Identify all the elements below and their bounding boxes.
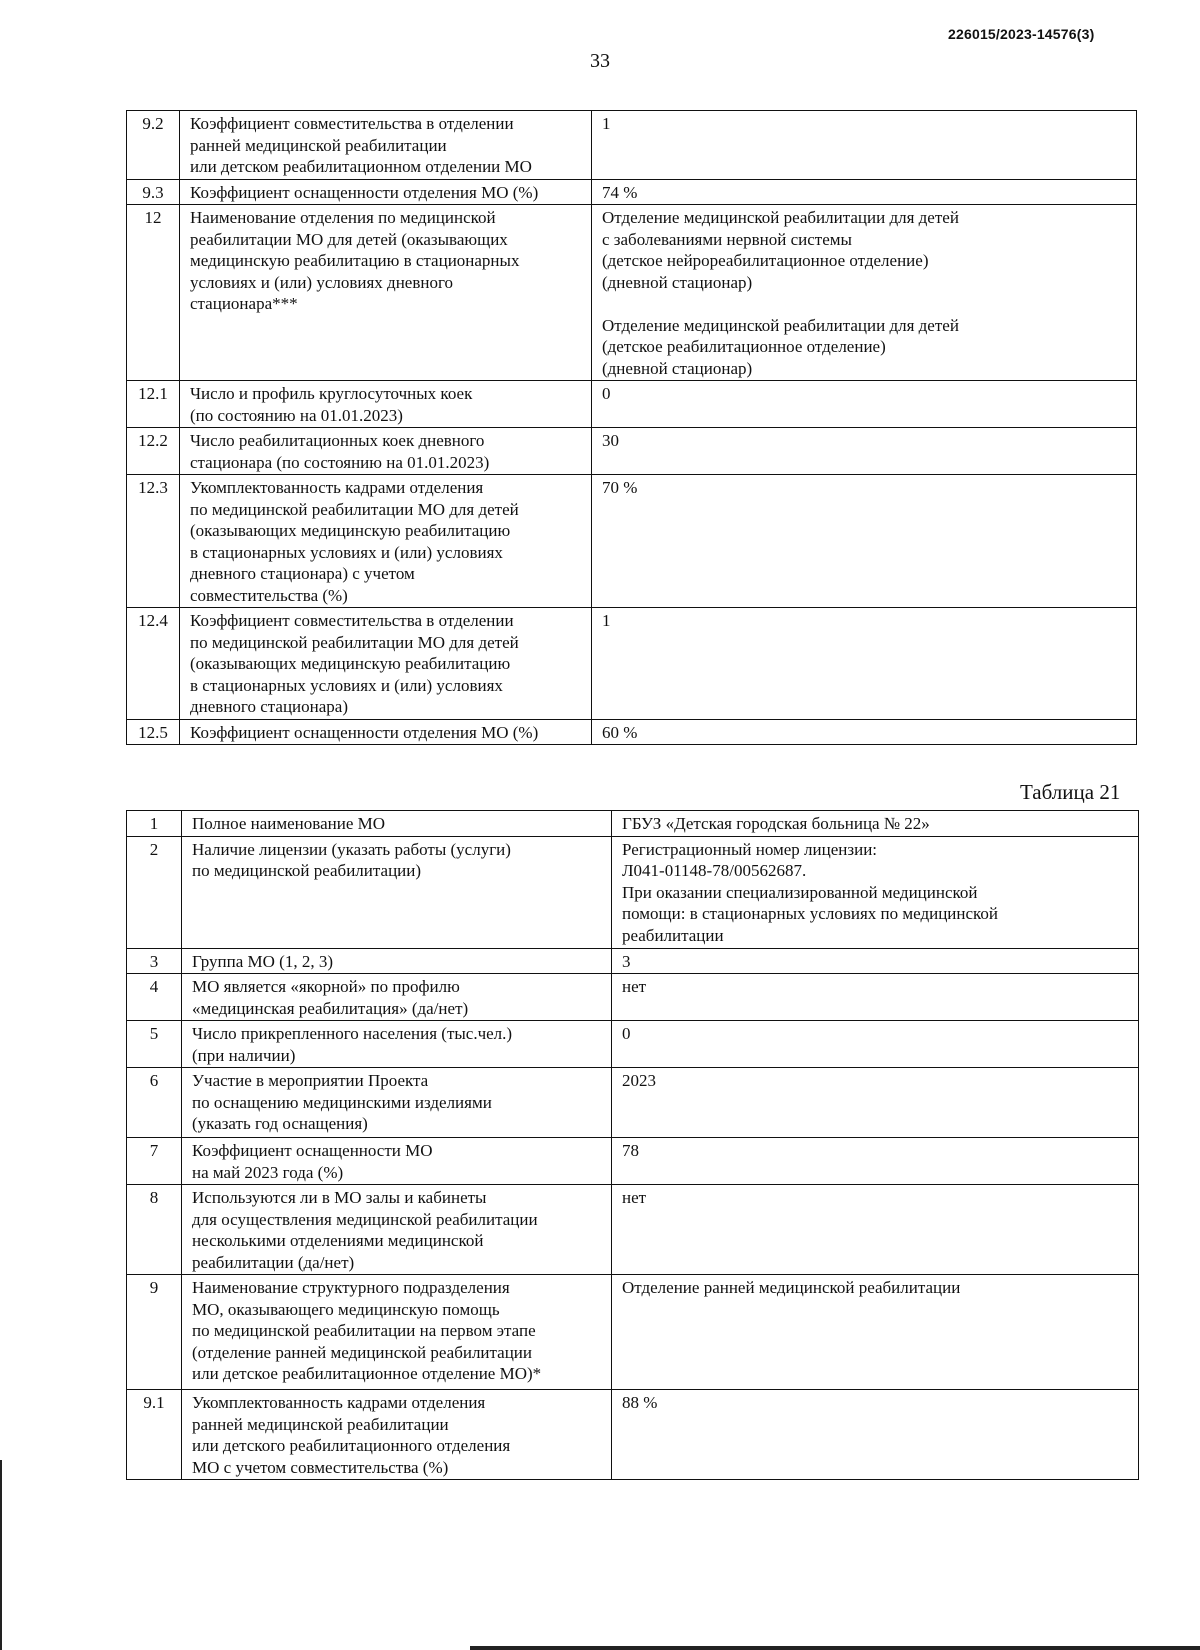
row-number: 12.3 [127, 475, 180, 608]
table-row [127, 608, 1137, 720]
indicator-name: Коэффициент оснащенности отделения МО (%) [180, 179, 592, 205]
indicator-name: Коэффициент оснащенности отделения МО (%) [180, 719, 592, 745]
row-number: 12.4 [127, 608, 180, 720]
row-number: 4 [127, 974, 182, 1021]
row-number: 9 [127, 1275, 182, 1390]
row-number: 3 [127, 948, 182, 974]
indicator-name: Полное наименование МО [182, 811, 612, 837]
table-row [127, 205, 1137, 381]
indicator-name: Число прикрепленного населения (тыс.чел.) (при наличии) [182, 1021, 612, 1068]
indicator-name: Группа МО (1, 2, 3) [182, 948, 612, 974]
table-row [127, 381, 1137, 428]
table-row [127, 1021, 1139, 1068]
row-number: 7 [127, 1138, 182, 1185]
row-number: 8 [127, 1185, 182, 1275]
table-row [127, 1390, 1139, 1480]
indicator-name: Коэффициент оснащенности МО на май 2023 года (%) [182, 1138, 612, 1185]
scan-edge-bottom [470, 1646, 1200, 1650]
row-number: 12.1 [127, 381, 180, 428]
page-number: 33 [590, 50, 610, 72]
indicator-value: 1 [592, 111, 1137, 180]
document-registration-number: 226015/2023-14576(3) [948, 26, 1095, 42]
indicator-value: 1 [592, 608, 1137, 720]
indicator-value: 88 % [612, 1390, 1139, 1480]
row-number: 12 [127, 205, 180, 381]
indicator-name: Коэффициент совместительства в отделении ранней медицинской реабилитации или детском реабилитационном отделении МО [180, 111, 592, 180]
indicator-value: 0 [612, 1021, 1139, 1068]
row-number: 6 [127, 1068, 182, 1138]
table-row [127, 948, 1139, 974]
indicator-name: Наименование отделения по медицинской реабилитации МО для детей (оказывающих медицинскую реабилитацию в стационарных условиях и (или) условиях дневного стационара*** [180, 205, 592, 381]
table-row [127, 1275, 1139, 1390]
indicator-value: 70 % [592, 475, 1137, 608]
indicator-value: ГБУЗ «Детская городская больница № 22» [612, 811, 1139, 837]
indicator-name: Коэффициент совместительства в отделении по медицинской реабилитации МО для детей (оказывающих медицинскую реабилитацию в стационарных условиях и (или) условиях дневного стационара) [180, 608, 592, 720]
indicator-value: нет [612, 974, 1139, 1021]
table-row [127, 475, 1137, 608]
indicator-name: Используются ли в МО залы и кабинеты для осуществления медицинской реабилитации несколькими отделениями медицинской реабилитации (да/нет) [182, 1185, 612, 1275]
indicator-value: 0 [592, 381, 1137, 428]
indicator-value: Отделение ранней медицинской реабилитации [612, 1275, 1139, 1390]
table-row [127, 428, 1137, 475]
row-number: 12.2 [127, 428, 180, 475]
indicator-name: Укомплектованность кадрами отделения по медицинской реабилитации МО для детей (оказывающих медицинскую реабилитацию в стационарных условиях и (или) условиях дневного стационара) с учетом совместительства (%) [180, 475, 592, 608]
row-number: 9.2 [127, 111, 180, 180]
organization-info-table [126, 810, 1139, 1480]
indicator-value: 30 [592, 428, 1137, 475]
indicator-name: Участие в мероприятии Проекта по оснащению медицинскими изделиями (указать год оснащения) [182, 1068, 612, 1138]
table-row [127, 179, 1137, 205]
indicator-value: Регистрационный номер лицензии: Л041-01148-78/00562687. При оказании специализированной медицинской помощи: в стационарных условиях по медицинской реабилитации [612, 836, 1139, 948]
row-number: 9.3 [127, 179, 180, 205]
indicator-name: Наличие лицензии (указать работы (услуги) по медицинской реабилитации) [182, 836, 612, 948]
row-number: 5 [127, 1021, 182, 1068]
table-row [127, 811, 1139, 837]
indicator-value: 2023 [612, 1068, 1139, 1138]
indicator-name: Число реабилитационных коек дневного стационара (по состоянию на 01.01.2023) [180, 428, 592, 475]
indicator-value: 60 % [592, 719, 1137, 745]
indicator-value: 3 [612, 948, 1139, 974]
scan-edge-left [0, 1460, 2, 1650]
table-caption: Таблица 21 [1020, 780, 1121, 804]
table-row [127, 1068, 1139, 1138]
indicator-name: Укомплектованность кадрами отделения ранней медицинской реабилитации или детского реабилитационного отделения МО с учетом совместительства (%) [182, 1390, 612, 1480]
row-number: 2 [127, 836, 182, 948]
indicators-table-continued [126, 110, 1137, 745]
indicator-value: 74 % [592, 179, 1137, 205]
row-number: 9.1 [127, 1390, 182, 1480]
indicator-value: Отделение медицинской реабилитации для детей с заболеваниями нервной системы (детское нейрореабилитационное отделение) (дневной стационар) Отделение медицинской реабилитации для детей (детское реабилитационное отделение) (дневной стационар) [592, 205, 1137, 381]
table-row [127, 974, 1139, 1021]
indicator-name: Наименование структурного подразделения МО, оказывающего медицинскую помощь по медицинской реабилитации на первом этапе (отделение ранней медицинской реабилитации или детское реабилитационное отделение МО)* [182, 1275, 612, 1390]
indicator-value: нет [612, 1185, 1139, 1275]
indicator-value: 78 [612, 1138, 1139, 1185]
indicator-name: Число и профиль круглосуточных коек (по состоянию на 01.01.2023) [180, 381, 592, 428]
table-row [127, 1138, 1139, 1185]
table-row [127, 719, 1137, 745]
row-number: 1 [127, 811, 182, 837]
table-row [127, 111, 1137, 180]
indicator-name: МО является «якорной» по профилю «медицинская реабилитация» (да/нет) [182, 974, 612, 1021]
table-row [127, 1185, 1139, 1275]
row-number: 12.5 [127, 719, 180, 745]
table-row [127, 836, 1139, 948]
